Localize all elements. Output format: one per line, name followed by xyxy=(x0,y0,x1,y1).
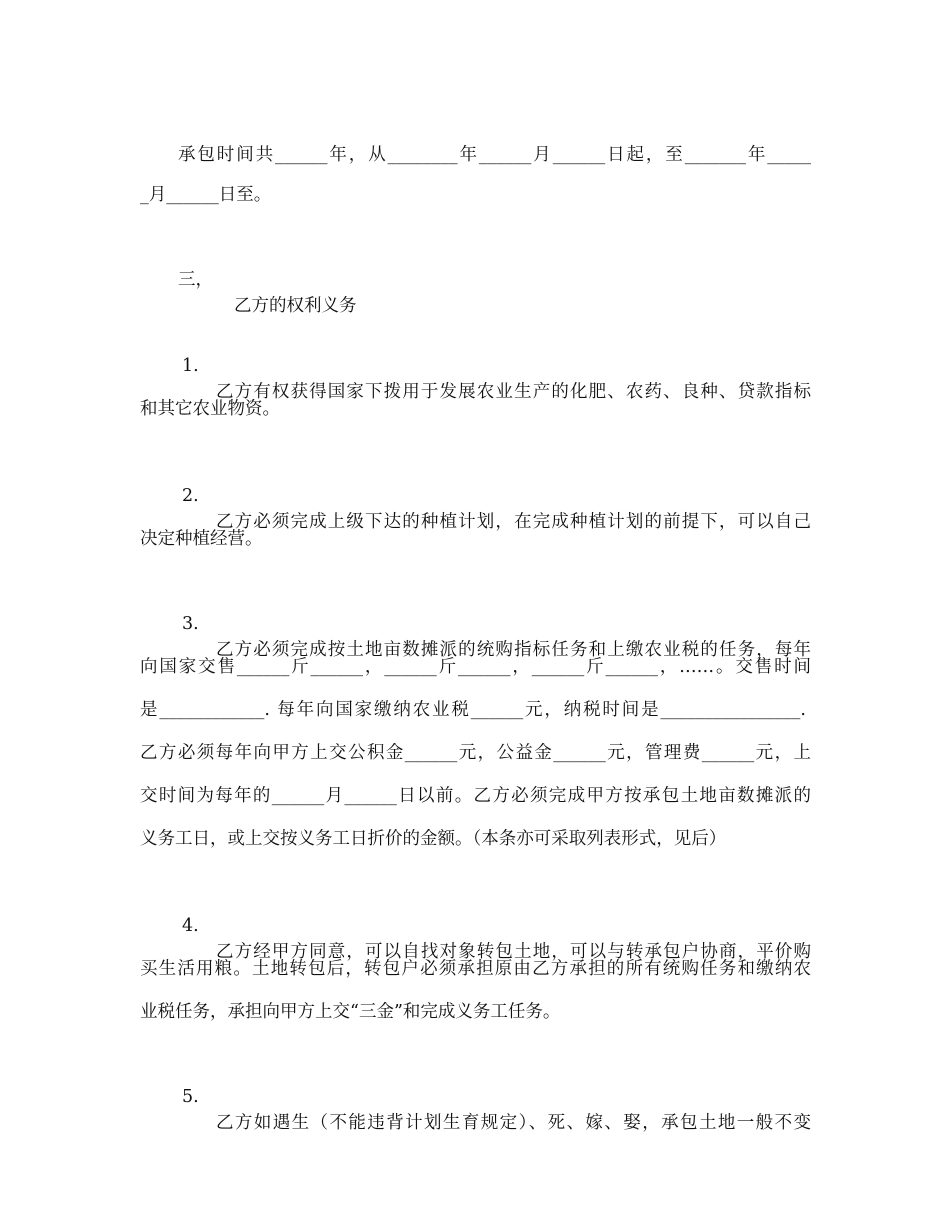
item-number: 5. xyxy=(182,1087,199,1107)
item-3-line-5: 交时间为每年的______月______日以前。乙方必须完成甲方按承包土地亩数摊派的 xyxy=(140,786,811,806)
item-1-line-1: 1. 乙方有权获得国家下拨用于发展农业生产的化肥、农药、良种、贷款指标 xyxy=(0,327,950,353)
section-heading xyxy=(0,241,950,316)
item-4-line-3: 业税任务，承担向甲方上交“三金”和完成义务工任务。 xyxy=(140,1002,561,1022)
contract-period-line-1: 承包时间共______年，从________年______月______日起，至_______年_____ xyxy=(178,145,811,165)
section-number: 三， xyxy=(178,270,213,290)
item-3-line-3: 是____________. 每年向国家缴纳农业税______元，纳税时间是________________. xyxy=(140,700,806,720)
contract-period-line-2: _月______日至。 xyxy=(140,185,272,205)
item-1-line-2: 和其它农业物资。 xyxy=(140,399,280,419)
item-2-line-1: 2. 乙方必须完成上级下达的种植计划，在完成种植计划的前提下，可以自己 xyxy=(0,457,950,483)
item-number: 2. xyxy=(182,486,199,506)
item-number: 1. xyxy=(182,356,199,376)
item-2-line-2: 决定种植经营。 xyxy=(140,529,263,549)
section-title: 乙方的权利义务 xyxy=(234,296,357,316)
item-4-line-1: 4. 乙方经甲方同意，可以自找对象转包土地，可以与转承包户协商，平价购 xyxy=(0,887,950,913)
item-number: 3. xyxy=(182,614,199,634)
item-4-line-2: 买生活用粮。土地转包后，转包户必须承担原由乙方承担的所有统购任务和缴纳农 xyxy=(140,959,811,979)
item-3-line-2: 向国家交售______斤______，______斤______，______斤______，……。交售时间 xyxy=(140,657,811,677)
item-3-line-6: 义务工日，或上交按义务工日折价的金额。（本条亦可采取列表形式，见后） xyxy=(140,829,727,849)
item-number: 4. xyxy=(182,916,199,936)
item-5-line-1: 5. 乙方如遇生（不能违背计划生育规定）、死、嫁、娶，承包土地一般不变 xyxy=(0,1058,950,1084)
item-3-line-4: 乙方必须每年向甲方上交公积金______元，公益金______元，管理费______元，上 xyxy=(140,743,811,763)
item-3-line-1: 3. 乙方必须完成按土地亩数摊派的统购指标任务和上缴农业税的任务，每年 xyxy=(0,585,950,611)
